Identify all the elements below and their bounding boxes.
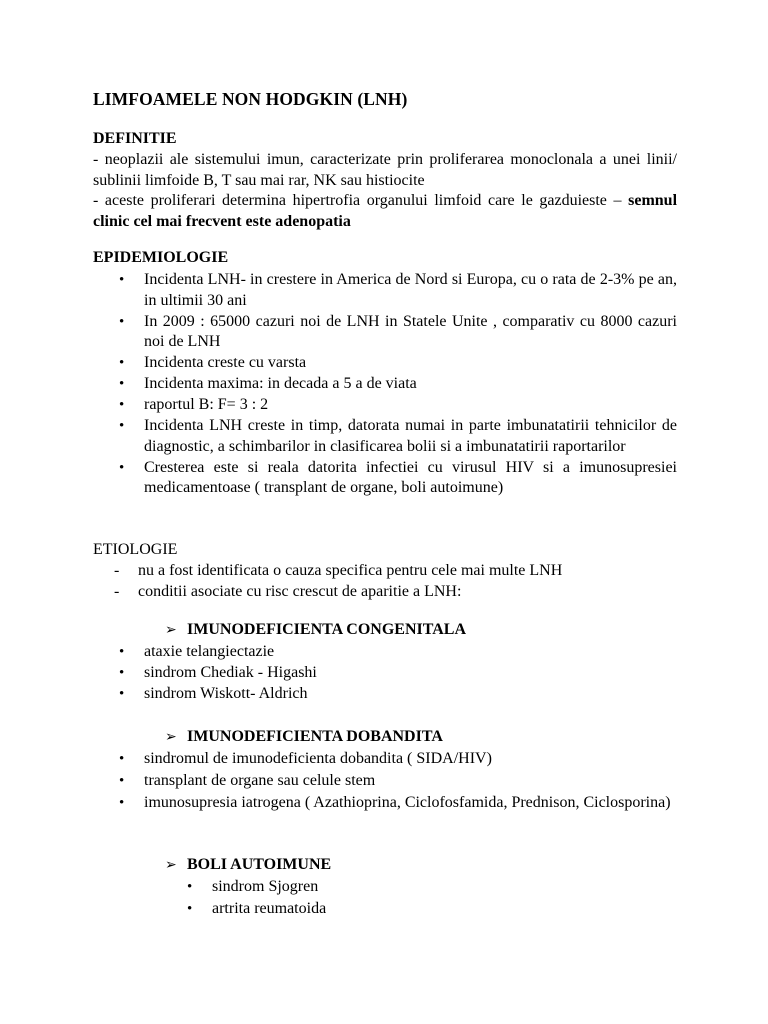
- bullet-icon: •: [119, 355, 125, 371]
- list-item-text: nu a fost identificata o cauza specifica pentru cele mai multe LNH: [138, 562, 563, 579]
- bullet-icon: •: [119, 773, 125, 789]
- subheading-text: IMUNODEFICIENTA CONGENITALA: [187, 621, 466, 638]
- bullet-icon: •: [119, 795, 125, 811]
- dash-icon: -: [114, 562, 120, 579]
- bullet-icon: •: [119, 459, 125, 476]
- arrow-bullet-icon: ➢: [165, 622, 177, 638]
- list-item-text: Incidenta maxima: in decada a 5 a de viata: [144, 375, 417, 392]
- bullet-icon: •: [119, 686, 125, 702]
- bullet-icon: •: [187, 879, 193, 895]
- list-item-text: conditii asociate cu risc crescut de aparitie a LNH:: [138, 582, 462, 600]
- list-item: [93, 374, 677, 395]
- subheading-text: IMUNODEFICIENTA DOBANDITA: [187, 728, 443, 745]
- list-item-text: ataxie telangiectazie: [144, 643, 275, 660]
- list-item: [114, 582, 562, 603]
- bullet-icon: •: [187, 901, 193, 917]
- etiologie-heading: ETIOLOGIE: [93, 541, 178, 558]
- list-item-text: Incidenta LNH- in crestere in America de Nord si Europa, cu o rata de 2-3% pe an, in ultimii 30 ani: [144, 271, 677, 309]
- etiologie-list: [114, 561, 562, 602]
- definitie-heading: DEFINITIE: [93, 130, 177, 147]
- list-item-text: sindrom Wiskott- Aldrich: [144, 685, 308, 702]
- bullet-icon: •: [119, 397, 125, 413]
- bullet-icon: •: [119, 313, 125, 330]
- imunodeficienta-congenitala-list: [93, 642, 677, 705]
- list-item-text: raportul B: F= 3 : 2: [144, 396, 269, 413]
- imunodeficienta-congenitala-heading: [165, 621, 466, 639]
- list-item: [93, 642, 677, 663]
- subheading-text: BOLI AUTOIMUNE: [187, 856, 332, 873]
- list-item-text: In 2009 : 65000 cazuri noi de LNH in Statele Unite , comparativ cu 8000 cazuri noi de LNH: [144, 312, 677, 350]
- arrow-bullet-icon: ➢: [165, 729, 177, 745]
- bullet-icon: •: [119, 751, 125, 767]
- list-item: [93, 749, 677, 770]
- list-item: [93, 416, 677, 457]
- list-item: [93, 353, 677, 374]
- list-item-text: transplant de organe sau celule stem: [144, 772, 376, 789]
- epidemiologie-list: [93, 270, 677, 499]
- document-title: LIMFOAMELE NON HODGKIN (LNH): [93, 89, 408, 109]
- bullet-icon: •: [119, 418, 125, 434]
- list-item-text: imunosupresia iatrogena ( Azathioprina, Ciclofosfamida, Prednison, Ciclosporina): [144, 794, 671, 811]
- epidemiologie-heading: EPIDEMIOLOGIE: [93, 249, 229, 266]
- bullet-icon: •: [119, 644, 125, 660]
- list-item: [93, 270, 677, 311]
- list-item: [93, 663, 677, 684]
- definitie-paragraph-2: [93, 191, 677, 232]
- list-item-text: sindrom Sjogren: [212, 878, 319, 895]
- boli-autoimune-heading: [165, 856, 331, 874]
- list-item: [93, 395, 677, 416]
- list-item-text: Incidenta creste cu varsta: [144, 354, 307, 371]
- boli-autoimune-list: [165, 877, 665, 920]
- bullet-icon: •: [119, 272, 125, 288]
- dash-icon: -: [114, 582, 120, 600]
- list-item: [93, 458, 677, 499]
- imunodeficienta-dobandita-list: [93, 749, 677, 814]
- list-item-text: sindromul de imunodeficienta dobandita ( SIDA/HIV): [144, 750, 492, 767]
- arrow-bullet-icon: ➢: [165, 857, 177, 873]
- list-item: [93, 684, 677, 705]
- list-item: [93, 771, 677, 792]
- list-item-text: artrita reumatoida: [212, 900, 327, 917]
- list-item: [114, 561, 562, 582]
- definitie-paragraph-2-bold: semnul clinic cel mai frecvent este adenopatia: [93, 192, 678, 230]
- imunodeficienta-dobandita-heading: [165, 728, 443, 746]
- definitie-paragraph-1: - neoplazii ale sistemului imun, caracterizate prin proliferarea monoclonala a unei linii/ sublinii limfoide B, T sau mai rar, NK sau histiocite: [93, 151, 677, 189]
- list-item: [93, 312, 677, 353]
- list-item: [93, 793, 677, 814]
- list-item-text: Cresterea este si reala datorita infectiei cu virusul HIV si a imunosupresiei medicamentoase ( transplant de organe, boli autoimune): [144, 458, 677, 496]
- list-item: [165, 877, 665, 898]
- list-item: [165, 899, 665, 920]
- list-item-text: sindrom Chediak - Higashi: [144, 664, 317, 681]
- definitie-paragraph-2-text: - aceste proliferari determina hipertrofia organului limfoid care le gazduieste –: [93, 192, 622, 209]
- list-item-text: Incidenta LNH creste in timp, datorata numai in parte imbunatatirii tehnicilor de diagnostic, a schimbarilor in clasificarea bolii si a imbunatatirii raportarilor: [144, 417, 677, 455]
- bullet-icon: •: [119, 376, 125, 392]
- bullet-icon: •: [119, 665, 125, 681]
